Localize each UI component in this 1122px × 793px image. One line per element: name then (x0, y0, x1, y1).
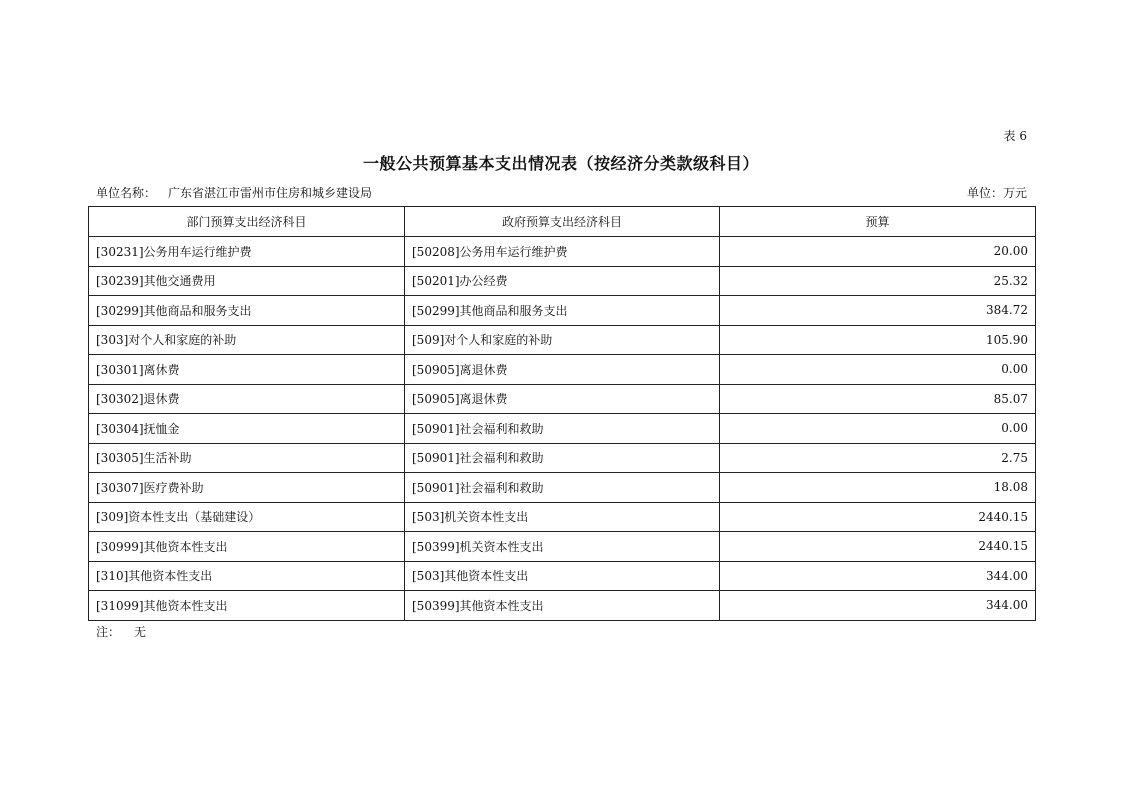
dept-subject-cell: [309]资本性支出（基础建设） (89, 502, 405, 532)
budget-amount-cell: 2440.15 (720, 532, 1036, 562)
header-budget: 预算 (720, 207, 1036, 237)
budget-amount-cell: 25.32 (720, 266, 1036, 296)
gov-subject-cell: [503]机关资本性支出 (405, 502, 720, 532)
unit-name-value: 广东省湛江市雷州市住房和城乡建设局 (168, 186, 373, 200)
table-row (89, 473, 1036, 503)
budget-table (88, 206, 1036, 621)
budget-amount-cell: 105.90 (720, 325, 1036, 355)
gov-subject-cell: [50901]社会福利和救助 (405, 414, 720, 444)
unit-name-label: 单位名称： (96, 186, 157, 200)
dept-subject-cell: [30307]医疗费补助 (89, 473, 405, 503)
gov-subject-cell: [50901]社会福利和救助 (405, 443, 720, 473)
budget-amount-cell: 384.72 (720, 296, 1036, 326)
table-row (89, 384, 1036, 414)
budget-amount-cell: 20.00 (720, 237, 1036, 267)
table-row (89, 443, 1036, 473)
gov-subject-cell: [50905]离退休费 (405, 384, 720, 414)
gov-subject-cell: [503]其他资本性支出 (405, 561, 720, 591)
dept-subject-cell: [30305]生活补助 (89, 443, 405, 473)
dept-subject-cell: [31099]其他资本性支出 (89, 591, 405, 621)
dept-subject-cell: [303]对个人和家庭的补助 (89, 325, 405, 355)
table-row (89, 502, 1036, 532)
budget-amount-cell: 344.00 (720, 561, 1036, 591)
unit-name-block (96, 184, 372, 201)
budget-amount-cell: 2.75 (720, 443, 1036, 473)
dept-subject-cell: [30239]其他交通费用 (89, 266, 405, 296)
gov-subject-cell: [50901]社会福利和救助 (405, 473, 720, 503)
page-title: 一般公共预算基本支出情况表（按经济分类款级科目） (362, 154, 759, 173)
budget-amount-cell: 0.00 (720, 355, 1036, 385)
gov-subject-cell: [50299]其他商品和服务支出 (405, 296, 720, 326)
header-gov-subject: 政府预算支出经济科目 (405, 207, 720, 237)
table-header-row (89, 207, 1036, 237)
budget-amount-cell: 2440.15 (720, 502, 1036, 532)
gov-subject-cell: [50208]公务用车运行维护费 (405, 237, 720, 267)
footnote (96, 623, 146, 640)
dept-subject-cell: [30301]离休费 (89, 355, 405, 385)
table-row (89, 532, 1036, 562)
table-row (89, 591, 1036, 621)
budget-amount-cell: 85.07 (720, 384, 1036, 414)
unit-of-measure: 单位：万元 (966, 186, 1027, 200)
table-row (89, 355, 1036, 385)
dept-subject-cell: [310]其他资本性支出 (89, 561, 405, 591)
budget-amount-cell: 0.00 (720, 414, 1036, 444)
gov-subject-cell: [50399]机关资本性支出 (405, 532, 720, 562)
dept-subject-cell: [30299]其他商品和服务支出 (89, 296, 405, 326)
table-row (89, 237, 1036, 267)
dept-subject-cell: [30302]退休费 (89, 384, 405, 414)
gov-subject-cell: [50201]办公经费 (405, 266, 720, 296)
header-dept-subject: 部门预算支出经济科目 (89, 207, 405, 237)
table-number: 表 6 (1003, 129, 1027, 143)
dept-subject-cell: [30999]其他资本性支出 (89, 532, 405, 562)
table-row (89, 325, 1036, 355)
table-row (89, 296, 1036, 326)
meta-line (96, 184, 1027, 201)
table-row (89, 414, 1036, 444)
note-label: 注： (96, 625, 121, 639)
gov-subject-cell: [509]对个人和家庭的补助 (405, 325, 720, 355)
dept-subject-cell: [30304]抚恤金 (89, 414, 405, 444)
dept-subject-cell: [30231]公务用车运行维护费 (89, 237, 405, 267)
note-value: 无 (134, 625, 147, 639)
table-row (89, 266, 1036, 296)
table-row (89, 561, 1036, 591)
gov-subject-cell: [50905]离退休费 (405, 355, 720, 385)
budget-amount-cell: 18.08 (720, 473, 1036, 503)
budget-amount-cell: 344.00 (720, 591, 1036, 621)
gov-subject-cell: [50399]其他资本性支出 (405, 591, 720, 621)
